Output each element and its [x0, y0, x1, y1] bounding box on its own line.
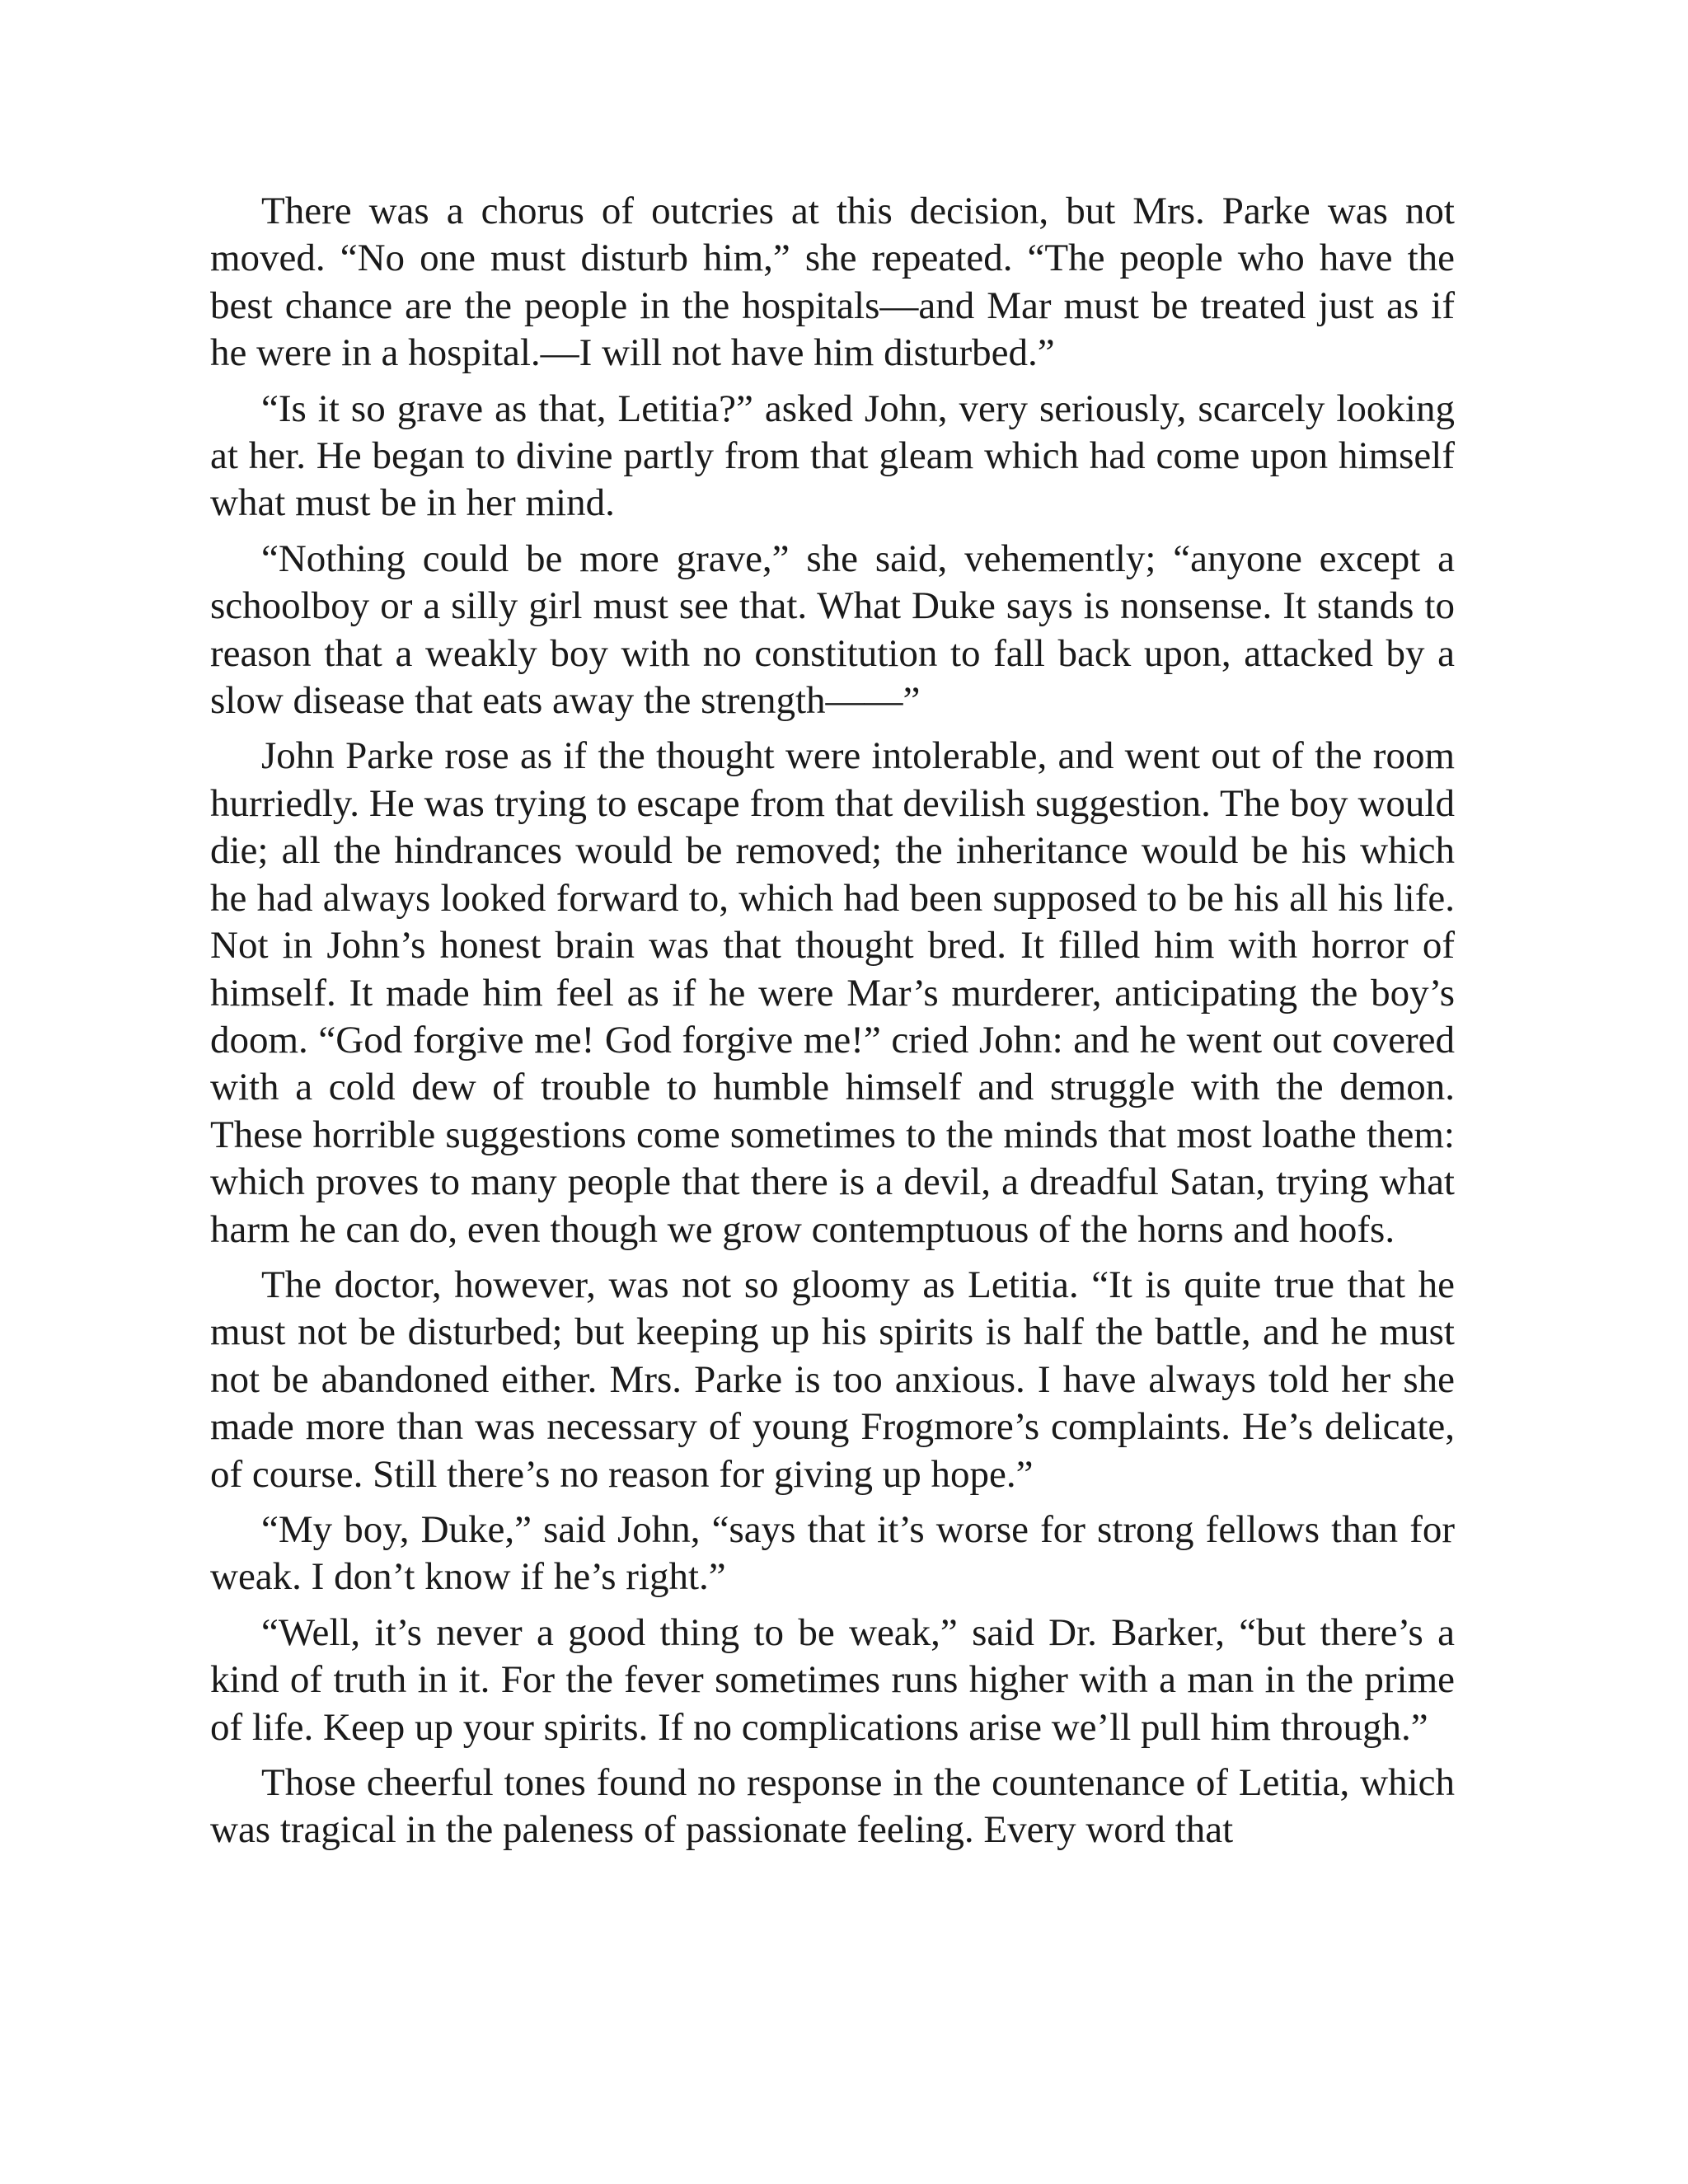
paragraph: “Well, it’s never a good thing to be weak,” said Dr. Barker, “but there’s a kind of truth in it. For the fever sometimes runs higher with a man in the prime of life. Keep up your spirits. If no complications arise we’ll pull him through.”	[210, 1610, 1455, 1749]
paragraph: There was a chorus of outcries at this decision, but Mrs. Parke was not moved. “No one must disturb him,” she repeated. “The people who have the best chance are the people in the hospitals—and Mar must be treated just as if he were in a hospital.—I will not have him disturbed.”	[210, 190, 1455, 375]
paragraph: Those cheerful tones found no response in the countenance of Letitia, which was tragical in the paleness of passionate feeling. Every word that	[210, 1761, 1455, 1852]
paragraph: The doctor, however, was not so gloomy as Letitia. “It is quite true that he must not be disturbed; but keeping up his spirits is half the battle, and he must not be abandoned either. Mrs. Parke is too anxious. I have always told her she made more than was necessary of young Frogmore’s complaints. He’s delicate, of course. Still there’s no reason for giving up hope.”	[210, 1263, 1455, 1496]
body-text	[210, 188, 1455, 1863]
paragraph: “Is it so grave as that, Letitia?” asked John, very seriously, scarcely looking at her. He began to divine partly from that gleam which had come upon himself what must be in her mind.	[210, 387, 1455, 525]
paragraph: John Parke rose as if the thought were intolerable, and went out of the room hurriedly. He was trying to escape from that devilish suggestion. The boy would die; all the hindrances would be removed; the inheritance would be his which he had always looked forward to, which had been supposed to be his all his life. Not in John’s honest brain was that thought bred. It filled him with horror of himself. It made him feel as if he were Mar’s murderer, anticipating the boy’s doom. “God forgive me! God forgive me!” cried John: and he went out covered with a cold dew of trouble to humble himself and struggle with the demon. These horrible suggestions come sometimes to the minds that most loathe them: which proves to many people that there is a devil, a dreadful Satan, trying what harm he can do, even though we grow contemptuous of the horns and hoofs.	[210, 734, 1455, 1251]
paragraph: “Nothing could be more grave,” she said, vehemently; “anyone except a schoolboy or a silly girl must see that. What Duke says is nonsense. It stands to reason that a weakly boy with no constitution to fall back upon, attacked by a slow disease that eats away the strength——”	[210, 537, 1455, 723]
paragraph: “My boy, Duke,” said John, “says that it’s worse for strong fellows than for weak. I don’t know if he’s right.”	[210, 1507, 1455, 1599]
